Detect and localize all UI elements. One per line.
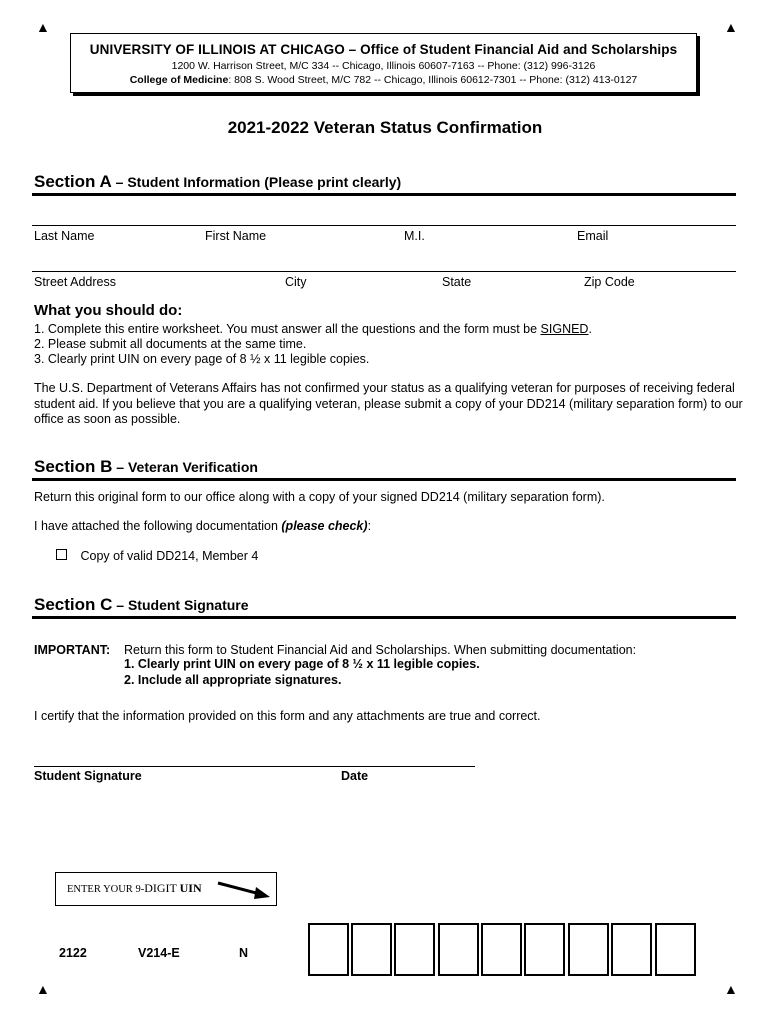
dd214-checkbox-label: Copy of valid DD214, Member 4 bbox=[80, 549, 259, 563]
arrow-right-icon bbox=[216, 877, 272, 901]
city-label: City bbox=[285, 275, 307, 289]
instruction-item-2: 2. Please submit all documents at the same time. bbox=[34, 337, 307, 351]
dd214-checkbox[interactable] bbox=[56, 549, 67, 560]
email-label: Email bbox=[577, 229, 609, 243]
signature-line[interactable] bbox=[34, 766, 475, 767]
uin-prompt-text: ENTER YOUR 9-DIGIT UIN bbox=[67, 881, 202, 895]
section-a-heading: Section A – Student Information (Please print clearly) bbox=[34, 172, 402, 191]
corner-marker-bottom-left: ▲ bbox=[36, 981, 50, 997]
header-title: UNIVERSITY OF ILLINOIS AT CHICAGO – Office of Student Financial Aid and Scholarships bbox=[89, 42, 678, 57]
corner-marker-top-right: ▲ bbox=[724, 19, 738, 35]
dd214-checkbox-row[interactable] bbox=[56, 549, 258, 565]
header-address-medicine: College of Medicine: 808 S. Wood Street, M/C 782 -- Chicago, Illinois 60612-7301 -- Phone: (312) 413-0127 bbox=[129, 74, 638, 86]
important-point-2: 2. Include all appropriate signatures. bbox=[124, 673, 342, 687]
section-b-rule bbox=[32, 478, 736, 481]
zip-code-label: Zip Code bbox=[584, 275, 635, 289]
document-title: 2021-2022 Veteran Status Confirmation bbox=[227, 118, 543, 137]
uin-digit-cell[interactable] bbox=[655, 923, 696, 976]
uin-digit-cell[interactable] bbox=[481, 923, 522, 976]
corner-marker-bottom-right: ▲ bbox=[724, 981, 738, 997]
instructions-heading: What you should do: bbox=[34, 302, 183, 319]
form-id-code: V214-E bbox=[138, 946, 180, 960]
instruction-item-1: 1. Complete this entire worksheet. You must answer all the questions and the form must be SIGNED. bbox=[34, 322, 592, 336]
uin-digit-cell[interactable] bbox=[394, 923, 435, 976]
section-c-heading: Section C – Student Signature bbox=[34, 595, 249, 614]
first-name-label: First Name bbox=[205, 229, 267, 243]
uin-digit-cell[interactable] bbox=[351, 923, 392, 976]
street-address-label: Street Address bbox=[34, 275, 116, 289]
student-signature-label: Student Signature bbox=[34, 769, 142, 783]
return-form-text: Return this original form to our office along with a copy of your signed DD214 (military separation form). bbox=[34, 490, 605, 504]
field-line-name bbox=[32, 225, 736, 226]
uin-digit-cell[interactable] bbox=[568, 923, 609, 976]
uin-prompt-box bbox=[55, 872, 277, 906]
uin-digit-cell[interactable] bbox=[308, 923, 349, 976]
section-b-heading: Section B – Veteran Verification bbox=[34, 457, 258, 476]
form-n-code: N bbox=[239, 946, 249, 960]
last-name-label: Last Name bbox=[34, 229, 95, 243]
middle-initial-label: M.I. bbox=[404, 229, 425, 243]
important-point-1: 1. Clearly print UIN on every page of 8 ½ x 11 legible copies. bbox=[124, 657, 480, 671]
corner-marker-top-left: ▲ bbox=[36, 19, 50, 35]
section-c-rule bbox=[32, 616, 736, 619]
state-label: State bbox=[442, 275, 472, 289]
important-text: Return this form to Student Financial Aid and Scholarships. When submitting documentation: bbox=[124, 643, 637, 657]
field-line-address bbox=[32, 271, 736, 272]
va-status-paragraph: The U.S. Department of Veterans Affairs has not confirmed your status as a qualifying veteran for purposes of receiving federal student aid. If you believe that you are a qualifying veteran, please submit a copy of your DD214 (military separation form) to our office as soon as possible. bbox=[34, 381, 743, 426]
important-label: IMPORTANT: bbox=[34, 643, 111, 657]
university-header bbox=[70, 33, 697, 93]
section-a-rule bbox=[32, 193, 736, 196]
date-label: Date bbox=[341, 769, 369, 783]
instruction-item-3: 3. Clearly print UIN on every page of 8 ½ x 11 legible copies. bbox=[34, 352, 370, 366]
uin-digit-cell[interactable] bbox=[438, 923, 479, 976]
uin-digit-cell[interactable] bbox=[524, 923, 565, 976]
certification-text: I certify that the information provided on this form and any attachments are true and correct. bbox=[34, 709, 541, 723]
header-address-main: 1200 W. Harrison Street, M/C 334 -- Chicago, Illinois 60607-7163 -- Phone: (312) 996-3126 bbox=[171, 60, 596, 72]
attached-docs-text: I have attached the following documentation (please check): bbox=[34, 519, 372, 533]
form-year-code: 2122 bbox=[59, 946, 87, 960]
uin-digit-cell[interactable] bbox=[611, 923, 652, 976]
